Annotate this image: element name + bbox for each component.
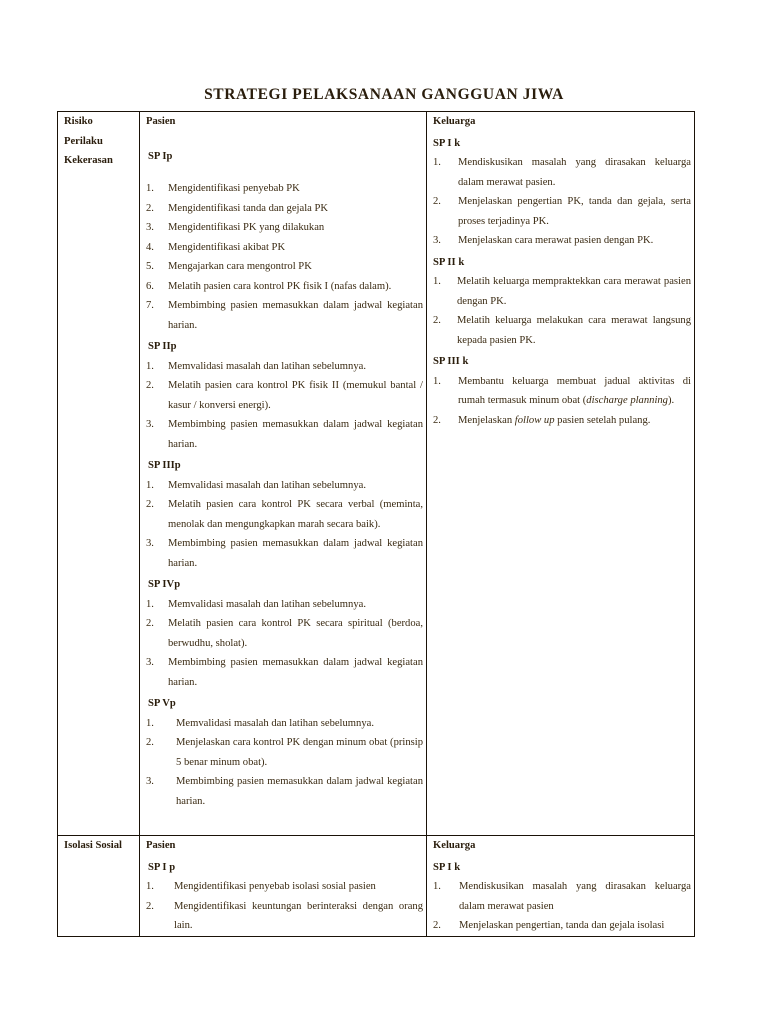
- step-number: 1.: [433, 157, 441, 168]
- step-number: 1.: [433, 881, 441, 892]
- step-text: Menjelaskan cara merawat pasien dengan PK.: [458, 235, 654, 246]
- step-text: Melatih keluarga melakukan cara merawat langsung kepada pasien PK.: [457, 315, 691, 346]
- step-text: Memvalidasi masalah dan latihan sebelumnya.: [168, 479, 366, 491]
- step-number: 1.: [146, 881, 154, 892]
- step-text: Membimbing pasien memasukkan dalam jadwal kegiatan harian.: [168, 419, 423, 450]
- step-number: 7.: [146, 300, 154, 311]
- risk-label: Perilaku: [64, 135, 103, 147]
- step-number: 1.: [146, 717, 154, 729]
- patient-step-item: [146, 218, 423, 238]
- step-text: Mendiskusikan masalah yang dirasakan keluarga dalam merawat pasien: [459, 881, 691, 912]
- patient-step-item: [146, 257, 423, 277]
- family-step-item: [433, 372, 691, 411]
- risk-label: Kekerasan: [64, 155, 113, 166]
- step-text: [458, 411, 691, 431]
- step-text-italic: follow up: [514, 414, 555, 426]
- step-number: 5.: [146, 261, 154, 272]
- step-text: Melatih keluarga mempraktekkan cara merawat pasien dengan PK.: [457, 276, 691, 307]
- patient-step-item: [146, 277, 423, 297]
- family-step-item: [433, 231, 691, 251]
- spacer: [146, 166, 423, 179]
- step-number: 1.: [433, 375, 441, 387]
- step-text-part: Menjelaskan: [458, 414, 515, 426]
- step-text: Membimbing pasien memasukkan dalam jadwal kegiatan harian.: [176, 776, 423, 807]
- family-step-item: [433, 311, 691, 350]
- step-text: Mengajarkan cara mengontrol PK: [168, 261, 312, 272]
- step-text-part: ).: [667, 395, 675, 406]
- family-cell: [427, 112, 695, 836]
- patient-step-list: [146, 595, 423, 693]
- step-text-part: Membantu keluarga membuat jadual aktivitas di rumah termasuk minum obat (: [458, 375, 691, 406]
- family-section-label: SP II k: [433, 256, 465, 268]
- step-text: Menjelaskan cara kontrol PK dengan minum obat (prinsip 5 benar minum obat).: [176, 737, 423, 768]
- patient-step-list: [146, 714, 423, 812]
- patient-section-label: SP I p: [148, 861, 176, 873]
- patient-step-list: [146, 179, 423, 335]
- step-number: 1.: [146, 479, 154, 491]
- strategy-row: [58, 112, 695, 836]
- step-number: 3.: [146, 538, 154, 549]
- step-number: 2.: [146, 737, 154, 748]
- step-text: Mengidentifikasi akibat PK: [168, 241, 286, 253]
- step-number: 3.: [146, 657, 154, 668]
- step-text: Melatih pasien cara kontrol PK secara verbal (meminta, menolak dan mengungkapkan marah secara baik).: [168, 499, 423, 530]
- patient-step-item: [146, 415, 423, 454]
- family-header: Keluarga: [433, 840, 476, 851]
- family-step-list: [433, 372, 691, 431]
- step-number: 3.: [433, 235, 441, 246]
- strategy-row: [58, 836, 695, 937]
- step-number: 6.: [146, 280, 154, 292]
- family-step-item: [433, 411, 691, 431]
- patient-step-list: [146, 877, 423, 936]
- step-text: Membimbing pasien memasukkan dalam jadwal kegiatan harian.: [168, 657, 423, 688]
- page-title: STRATEGI PELAKSANAAN GANGGUAN JIWA: [204, 86, 564, 103]
- step-text: Memvalidasi masalah dan latihan sebelumnya.: [168, 598, 366, 610]
- step-text: Melatih pasien cara kontrol PK fisik I (nafas dalam).: [168, 280, 392, 292]
- step-number: 4.: [146, 241, 154, 253]
- step-text: Mengidentifikasi keuntungan berinteraksi dengan orang lain.: [174, 900, 423, 931]
- patient-step-item: [146, 772, 423, 811]
- family-step-item: [433, 192, 691, 231]
- step-text: Mengidentifikasi penyebab isolasi sosial pasien: [174, 881, 376, 892]
- risk-label: Isolasi Sosial: [64, 840, 122, 851]
- step-number: 2.: [433, 196, 441, 207]
- step-text: Membimbing pasien memasukkan dalam jadwal kegiatan harian.: [168, 538, 423, 569]
- step-text: Mendiskusikan masalah yang dirasakan keluarga dalam merawat pasien.: [458, 157, 691, 188]
- family-step-list: [433, 272, 691, 350]
- step-text: Membimbing pasien memasukkan dalam jadwal kegiatan harian.: [168, 300, 423, 331]
- family-step-item: [433, 272, 691, 311]
- step-text: Mengidentifikasi penyebab PK: [168, 183, 300, 194]
- patient-cell: [140, 836, 427, 937]
- family-section-label: SP I k: [433, 137, 461, 149]
- patient-cell: [140, 112, 427, 836]
- step-text: [458, 372, 691, 411]
- patient-section-label: SP Ip: [148, 150, 173, 162]
- step-number: 1.: [146, 598, 154, 610]
- step-text: Memvalidasi masalah dan latihan sebelumnya.: [168, 360, 366, 372]
- step-text-part: pasien setelah pulang.: [554, 414, 651, 426]
- family-cell: [427, 836, 695, 937]
- patient-step-item: [146, 877, 423, 897]
- patient-step-list: [146, 357, 423, 455]
- step-number: 2.: [146, 900, 154, 912]
- risk-label: Risiko: [64, 116, 93, 127]
- risk-cell: [58, 836, 140, 937]
- patient-step-item: [146, 534, 423, 573]
- family-step-item: [433, 877, 691, 916]
- step-text: Menjelaskan pengertian PK, tanda dan gejala, serta proses terjadinya PK.: [458, 196, 691, 227]
- patient-step-item: [146, 238, 423, 258]
- family-step-item: [433, 153, 691, 192]
- step-text-italic: discharge planning: [586, 395, 668, 406]
- patient-step-item: [146, 376, 423, 415]
- family-header: Keluarga: [433, 116, 476, 127]
- family-step-list: [433, 153, 691, 251]
- step-text: Melatih pasien cara kontrol PK secara spiritual (berdoa, berwudhu, sholat).: [168, 618, 423, 649]
- step-number: 3.: [146, 419, 154, 430]
- patient-step-item: [146, 595, 423, 615]
- step-text: Menjelaskan pengertian, tanda dan gejala isolasi: [459, 920, 665, 931]
- patient-step-item: [146, 296, 423, 335]
- step-number: 2.: [433, 414, 441, 426]
- step-number: 2.: [146, 499, 154, 510]
- family-section-label: SP III k: [433, 356, 469, 367]
- step-number: 2.: [433, 315, 441, 326]
- patient-section-label: SP IVp: [148, 579, 181, 590]
- risk-cell: [58, 112, 140, 836]
- patient-step-item: [146, 179, 423, 199]
- patient-step-list: [146, 476, 423, 574]
- patient-section-label: SP IIIp: [148, 460, 181, 471]
- patient-step-item: [146, 357, 423, 377]
- step-number: 2.: [433, 920, 441, 931]
- step-text: Memvalidasi masalah dan latihan sebelumnya.: [176, 717, 374, 729]
- step-number: 1.: [146, 360, 154, 372]
- family-section-label: SP I k: [433, 861, 461, 873]
- patient-step-item: [146, 476, 423, 496]
- step-number: 3.: [146, 776, 154, 787]
- patient-header: Pasien: [146, 116, 176, 127]
- patient-step-item: [146, 199, 423, 219]
- step-number: 2.: [146, 618, 154, 629]
- patient-step-item: [146, 714, 423, 734]
- step-text: Melatih pasien cara kontrol PK fisik II (memukul bantal / kasur / konversi energi).: [168, 380, 423, 411]
- step-number: 1.: [433, 276, 441, 287]
- step-number: 2.: [146, 380, 154, 391]
- step-text: Mengidentifikasi PK yang dilakukan: [168, 222, 325, 233]
- step-number: 1.: [146, 183, 154, 194]
- step-number: 3.: [146, 222, 154, 233]
- patient-section-label: SP IIp: [148, 341, 177, 352]
- patient-step-item: [146, 495, 423, 534]
- patient-step-item: [146, 653, 423, 692]
- step-number: 2.: [146, 202, 154, 214]
- family-step-list: [433, 877, 691, 936]
- patient-header: Pasien: [146, 840, 176, 851]
- patient-step-item: [146, 897, 423, 936]
- patient-step-item: [146, 733, 423, 772]
- step-text: Mengidentifikasi tanda dan gejala PK: [168, 202, 329, 214]
- patient-section-label: SP Vp: [148, 698, 176, 709]
- strategy-table: [57, 111, 695, 937]
- patient-step-item: [146, 614, 423, 653]
- family-step-item: [433, 916, 691, 936]
